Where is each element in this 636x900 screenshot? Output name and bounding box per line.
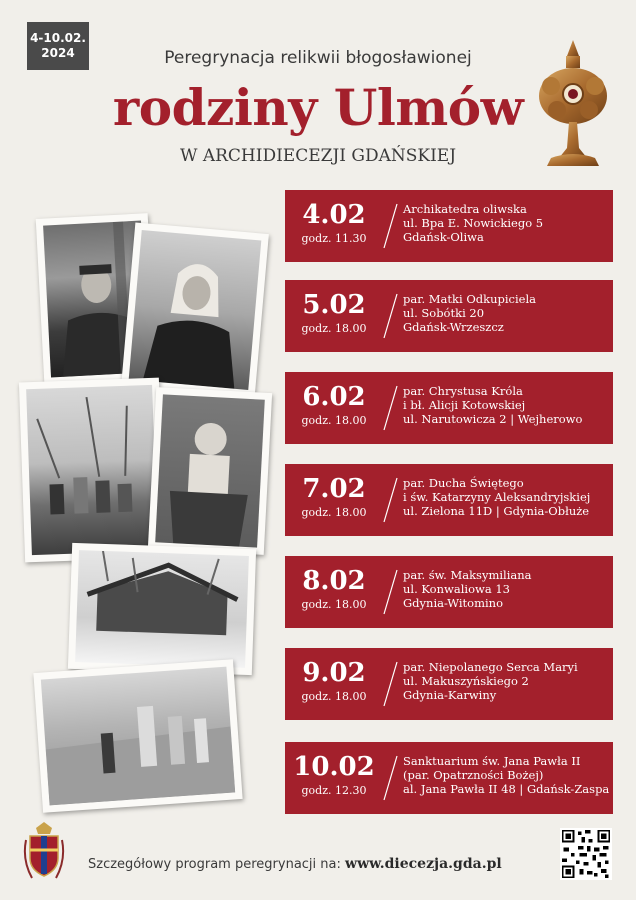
event-date: 9.02: [302, 658, 366, 688]
badge-dates: 4-10.02.: [30, 31, 86, 45]
event-location-line: Gdynia-Witomino: [403, 596, 503, 610]
photo-village-children: [19, 378, 165, 563]
photo-children-field: [33, 659, 242, 813]
event-location-line: Archikatedra oliwska: [403, 202, 527, 216]
event-location-line: ul. Makuszyńskiego 2: [403, 674, 529, 688]
photo-child-in-tub: [148, 387, 272, 555]
event-location-line: ul. Sobótki 20: [403, 306, 485, 320]
event-location-line: ul. Narutowicza 2 | Wejherowo: [403, 412, 583, 426]
poster-title: rodziny Ulmów: [112, 78, 524, 137]
event-time: godz. 18.00: [301, 414, 367, 427]
event-location-line: Gdynia-Karwiny: [403, 688, 497, 702]
event-time: godz. 12.30: [301, 784, 367, 797]
event-item: [285, 280, 613, 352]
event-date: 5.02: [302, 290, 366, 320]
divider-slash-icon: [381, 754, 399, 802]
event-location-line: (par. Opatrzności Bożej): [403, 768, 544, 782]
footer-website-link[interactable]: www.diecezja.gda.pl: [345, 856, 502, 872]
divider-slash-icon: [381, 568, 399, 616]
event-location-line: par. Chrystusa Króla: [403, 384, 523, 398]
qr-code-icon[interactable]: [560, 828, 612, 880]
event-location-line: Gdańsk-Oliwa: [403, 230, 484, 244]
event-location-line: al. Jana Pawła II 48 | Gdańsk-Zaspa: [403, 782, 610, 796]
event-location-line: par. Niepolanego Serca Maryi: [403, 660, 578, 674]
divider-slash-icon: [381, 384, 399, 432]
poster-title-region: W ARCHIDIECEZJI GDAŃSKIEJ: [179, 146, 457, 166]
event-location-line: ul. Bpa E. Nowickiego 5: [403, 216, 544, 230]
event-location-line: i bł. Alicji Kotowskiej: [403, 398, 526, 412]
event-location: [403, 568, 611, 610]
divider-slash-icon: [381, 292, 399, 340]
event-location-line: Gdańsk-Wrzeszcz: [403, 320, 504, 334]
event-location-line: par. Ducha Świętego: [403, 476, 524, 490]
event-item: [285, 464, 613, 536]
event-location-line: ul. Konwaliowa 13: [403, 582, 510, 596]
event-location: [403, 384, 611, 426]
poster-subtitle: Peregrynacja relikwii błogosławionej: [164, 48, 472, 68]
event-time: godz. 11.30: [301, 232, 367, 245]
event-location-line: ul. Zielona 11D | Gdynia-Obłuże: [403, 504, 590, 518]
event-date: 8.02: [302, 566, 366, 596]
footer-info: [88, 856, 558, 872]
event-time: godz. 18.00: [301, 506, 367, 519]
badge-year: 2024: [41, 46, 75, 60]
event-date: 6.02: [302, 382, 366, 412]
event-time: godz. 18.00: [301, 598, 367, 611]
event-time: godz. 18.00: [301, 690, 367, 703]
event-location: [403, 476, 611, 518]
event-item: [285, 190, 613, 262]
event-location-line: par. św. Maksymiliana: [403, 568, 532, 582]
divider-slash-icon: [381, 476, 399, 524]
event-location-line: par. Matki Odkupiciela: [403, 292, 536, 306]
event-location: [403, 202, 611, 244]
event-date: 7.02: [302, 474, 366, 504]
event-time: godz. 18.00: [301, 322, 367, 335]
event-location-line: Sanktuarium św. Jana Pawła II: [403, 754, 581, 768]
photo-collage: [0, 0, 280, 820]
event-item: [285, 648, 613, 720]
divider-slash-icon: [381, 202, 399, 250]
event-item: [285, 556, 613, 628]
event-location: [403, 754, 611, 796]
photo-portrait-woman: [121, 222, 269, 397]
divider-slash-icon: [381, 660, 399, 708]
event-date: 10.02: [293, 752, 375, 782]
event-location: [403, 292, 611, 334]
event-date: 4.02: [302, 200, 366, 230]
reliquary-icon: [533, 30, 613, 172]
event-location: [403, 660, 611, 702]
event-item: [285, 742, 613, 814]
event-item: [285, 372, 613, 444]
archdiocese-coat-of-arms-icon: [22, 820, 66, 882]
event-location-line: i św. Katarzyny Aleksandryjskiej: [403, 490, 591, 504]
photo-farmhouse-winter: [68, 543, 256, 675]
footer-label: Szczegółowy program peregrynacji na:: [88, 857, 341, 872]
